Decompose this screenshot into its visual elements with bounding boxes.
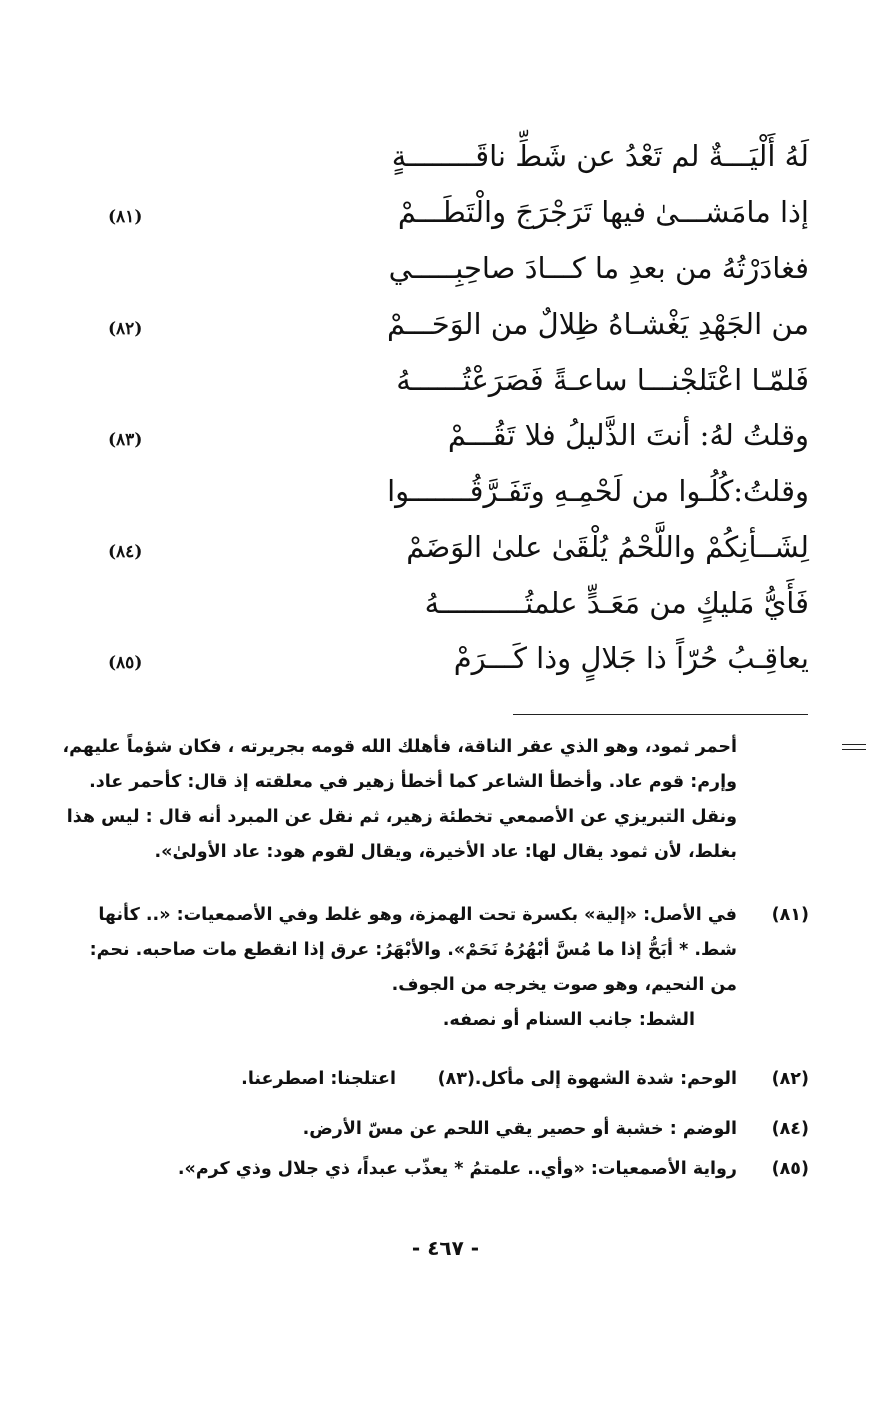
verse-note-ref: (٨٥) [108,653,143,673]
footnote-continuation-line: أحمر ثمود، وهو الذي عقر الناقة، فأهلك الله قومه بجريرته ، فكان شؤماً عليهم، [62,737,737,757]
footnote-text: شط. * أبَحُّ إذا ما مُسَّ أبْهُرُهُ نَحَمْ». والأبْهَرُ: عرق إذا انقطع مات صاحبه. نحم: [89,940,737,960]
margin-mark [842,744,866,750]
verse-line: وقلتُ لهُ: أنتَ الذَّليلُ فلا تَقُـــمْ (٨٣) [108,415,809,460]
footnote-continuation-line: بغلط، لأن ثمود يقال لها: عاد الأخيرة، ويقال لقوم هود: عاد الأولىٰ». [154,842,737,862]
footnote-number: (٨١) [771,905,809,925]
verse-note-ref: (٨٤) [108,542,143,562]
page-number: - ٤٦٧ - [411,1236,480,1260]
footnote-text: الوضم : خشبة أو حصير يقي اللحم عن مسّ الأرض. [302,1119,737,1139]
footnote-number: (٨٥) [771,1159,809,1179]
verse-note-ref: (٨١) [108,207,143,227]
verse-line: لِشَــأنِكُمْ واللَّحْمُ يُلْقَىٰ علىٰ الوَضَمْ (٨٤) [108,527,809,572]
footnote-continuation-line: ونقل التبريزي عن الأصمعي تخطئة زهير، ثم نقل عن المبرد أنه قال : ليس هذا [66,807,737,827]
footnote-text: الشط: جانب السنام أو نصفه. [442,1010,695,1030]
footnote-number: (٨٣) [437,1069,475,1089]
footnote-text: من النحيم، وهو صوت يخرجه من الجوف. [391,975,737,995]
verse-note-ref: (٨٢) [108,319,143,339]
verse-line: فَلمّـا اعْتَلجْنـــا ساعـةً فَصَرَعْتُــــــهُ [396,363,809,397]
footnote-separator [513,714,808,715]
footnote-text: الوحم: شدة الشهوة إلى مأكل. [474,1069,737,1089]
verse-line: فغادَرْتُهُ من بعدِ ما كـــادَ صاحِبِـــــي [388,251,809,285]
verse-line: لَهُ أَلْيَـــةٌ لم تَعْدُ عن شَطِّ ناقَــــــــةٍ [391,139,809,173]
footnote-text: اعتلجنا: اصطرعنا. [241,1069,396,1089]
verse-line: إذا مامَشـــىٰ فيها تَرَجْرَجَ والْتَطَـــمْ (٨١) [108,192,809,237]
verse-note-ref: (٨٣) [108,430,143,450]
footnote-number: (٨٤) [771,1119,809,1139]
footnote-text: رواية الأصمعيات: «وأي.. علمتمُ * يعذّب عبداً، ذي جلال وذي كرم». [177,1159,737,1179]
footnote-text: في الأصل: «إلية» بكسرة تحت الهمزة، وهو غلط وفي الأصمعيات: «.. كأنها [98,905,737,925]
footnote-number: (٨٢) [771,1069,809,1089]
verse-line: يعاقِـبُ حُرّاً ذا جَلالٍ وذا كَـــرَمْ (٨٥) [108,638,809,683]
verse-line: فَأَيُّ مَليكٍ من مَعَـدٍّ علمتُــــــــــهُ [424,586,809,620]
verse-line: وقلتُ:كُلُـوا من لَحْمِـهِ وتَفَـرَّقُـــــــوا [387,474,809,508]
footnote-continuation-line: وإرم: قوم عاد. وأخطأ الشاعر كما أخطأ زهير في معلقته إذ قال: كأحمر عاد. [89,772,737,792]
verse-line: من الجَهْدِ يَغْشـاهُ ظِلالٌ من الوَحَـــمْ (٨٢) [108,304,809,349]
